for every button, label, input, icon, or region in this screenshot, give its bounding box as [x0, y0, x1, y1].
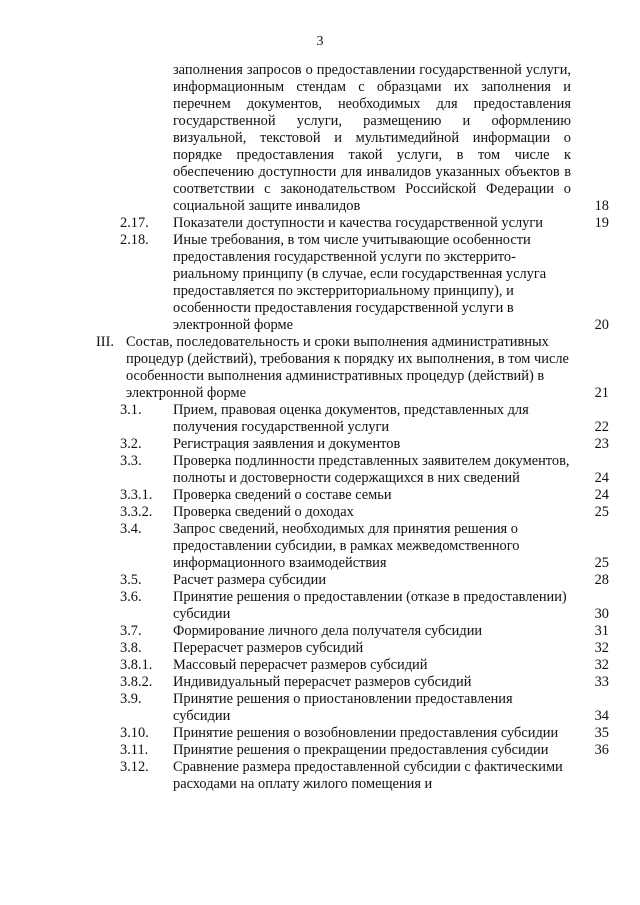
toc-entry-number: 3.3. — [120, 453, 142, 469]
toc-entry-title: Принятие решения о приостановлении предоставления субсидии — [173, 691, 513, 724]
toc-entry-number: 2.17. — [120, 215, 149, 231]
toc-entry-title: Прием, правовая оценка документов, представленных для получения государственной услуги — [173, 402, 529, 435]
toc-entry — [0, 589, 640, 623]
toc-entry-number: 3.3.2. — [120, 504, 153, 520]
toc-entry-number: 3.6. — [120, 589, 142, 605]
toc-entry-page: 32 — [594, 657, 609, 673]
toc-entry — [0, 232, 640, 334]
toc-entry-page: 24 — [594, 470, 609, 486]
toc-entry-title: Расчет размера субсидии — [173, 572, 327, 588]
toc-entry-title: Индивидуальный перерасчет размеров субсидий — [173, 674, 472, 690]
toc-entry-page: 34 — [594, 708, 609, 724]
toc-entry — [0, 402, 640, 436]
toc-entry-title: Состав, последовательность и сроки выполнения административных процедур (действий), требования к порядку их выполнения, в том числе особенности выполнения административных процедур (действий) в электронной форме — [126, 334, 569, 401]
toc-entry — [0, 215, 640, 232]
toc-entry-page: 25 — [594, 555, 609, 571]
toc-entry — [0, 742, 640, 759]
toc-entry — [0, 62, 640, 215]
toc-entry-title: Перерасчет размеров субсидий — [173, 640, 364, 656]
toc-entry — [0, 487, 640, 504]
toc-entry-title: Проверка сведений о доходах — [173, 504, 354, 520]
toc-entry-title: Принятие решения о возобновлении предоставления субсидии — [173, 725, 559, 741]
toc-entry-page: 24 — [594, 487, 609, 503]
toc-entry-page: 18 — [594, 198, 609, 214]
toc-entry — [0, 436, 640, 453]
toc-entry-title: Запрос сведений, необходимых для принятия решения о предоставлении субсидии, в рамках межведомственного информационного взаимодействия — [173, 521, 520, 571]
toc-entry-page: 20 — [594, 317, 609, 333]
toc-entry-number: 3.2. — [120, 436, 142, 452]
toc-entry — [0, 521, 640, 572]
toc-entry-page: 23 — [594, 436, 609, 452]
toc-entry — [0, 657, 640, 674]
toc-entry-title: Сравнение размера предоставленной субсидии с фактическими расходами на оплату жилого помещения и — [173, 759, 563, 792]
toc-entry-number: III. — [96, 334, 114, 350]
toc-entry-title: Принятие решения о прекращении предоставления субсидии — [173, 742, 549, 758]
toc-entry-number: 3.5. — [120, 572, 142, 588]
toc-entry-title: Принятие решения о предоставлении (отказе в предоставлении) субсидии — [173, 589, 567, 622]
toc-entry-page: 33 — [594, 674, 609, 690]
toc-entry-title: Иные требования, в том числе учитывающие особенности предоставления государственной услуги по экстеррито-риальному принципу (в случае, если государственная услуга предоставляется по экстерриториальному принципу), и особенности предоставления государственной услуги в электронной форме — [173, 232, 547, 333]
toc-entry — [0, 759, 640, 793]
toc-entry-title: Показатели доступности и качества государственной услуги — [173, 215, 543, 231]
toc-entry — [0, 334, 640, 402]
toc-entry — [0, 572, 640, 589]
toc-entry-page: 21 — [594, 385, 609, 401]
toc-entry-page: 19 — [594, 215, 609, 231]
toc-entry-number: 2.18. — [120, 232, 149, 248]
toc-entry — [0, 725, 640, 742]
toc-entry-page: 22 — [594, 419, 609, 435]
table-of-contents — [0, 62, 640, 793]
toc-entry-title: Проверка подлинности представленных заявителем документов, полноты и достоверности содержащихся в них сведений — [173, 453, 570, 486]
toc-entry-number: 3.11. — [120, 742, 149, 758]
toc-entry-number: 3.12. — [120, 759, 149, 775]
toc-entry-page: 28 — [594, 572, 609, 588]
toc-entry-title: заполнения запросов о предоставлении государственной услуги, информационным стендам с образцами их заполнения и перечнем документов, необходимых для предоставления государственной услуги, размещению и оформлению визуальной, текстовой и мультимедийной информации о порядке предоставления такой услуги, в том числе к обеспечению доступности для инвалидов указанных объектов в соответствии с законодательством Российской Федерации о социальной защите инвалидов — [173, 62, 571, 214]
toc-entry-page: 25 — [594, 504, 609, 520]
toc-entry-title: Формирование личного дела получателя субсидии — [173, 623, 483, 639]
toc-entry-number: 3.7. — [120, 623, 142, 639]
toc-entry-number: 3.8. — [120, 640, 142, 656]
toc-entry — [0, 674, 640, 691]
toc-entry — [0, 640, 640, 657]
toc-entry-number: 3.9. — [120, 691, 142, 707]
toc-entry-page: 35 — [594, 725, 609, 741]
toc-entry-number: 3.4. — [120, 521, 142, 537]
toc-entry-page: 31 — [594, 623, 609, 639]
toc-entry-number: 3.1. — [120, 402, 142, 418]
toc-entry — [0, 504, 640, 521]
toc-entry-title: Массовый перерасчет размеров субсидий — [173, 657, 428, 673]
toc-entry — [0, 691, 640, 725]
toc-entry-number: 3.10. — [120, 725, 149, 741]
toc-entry — [0, 453, 640, 487]
toc-entry-page: 32 — [594, 640, 609, 656]
toc-entry-number: 3.8.1. — [120, 657, 153, 673]
toc-entry-page: 36 — [594, 742, 609, 758]
toc-entry — [0, 623, 640, 640]
toc-entry-title: Регистрация заявления и документов — [173, 436, 401, 452]
toc-entry-title: Проверка сведений о составе семьи — [173, 487, 392, 503]
toc-entry-number: 3.8.2. — [120, 674, 153, 690]
toc-entry-number: 3.3.1. — [120, 487, 153, 503]
toc-entry-page: 30 — [594, 606, 609, 622]
page-number: 3 — [316, 34, 324, 49]
